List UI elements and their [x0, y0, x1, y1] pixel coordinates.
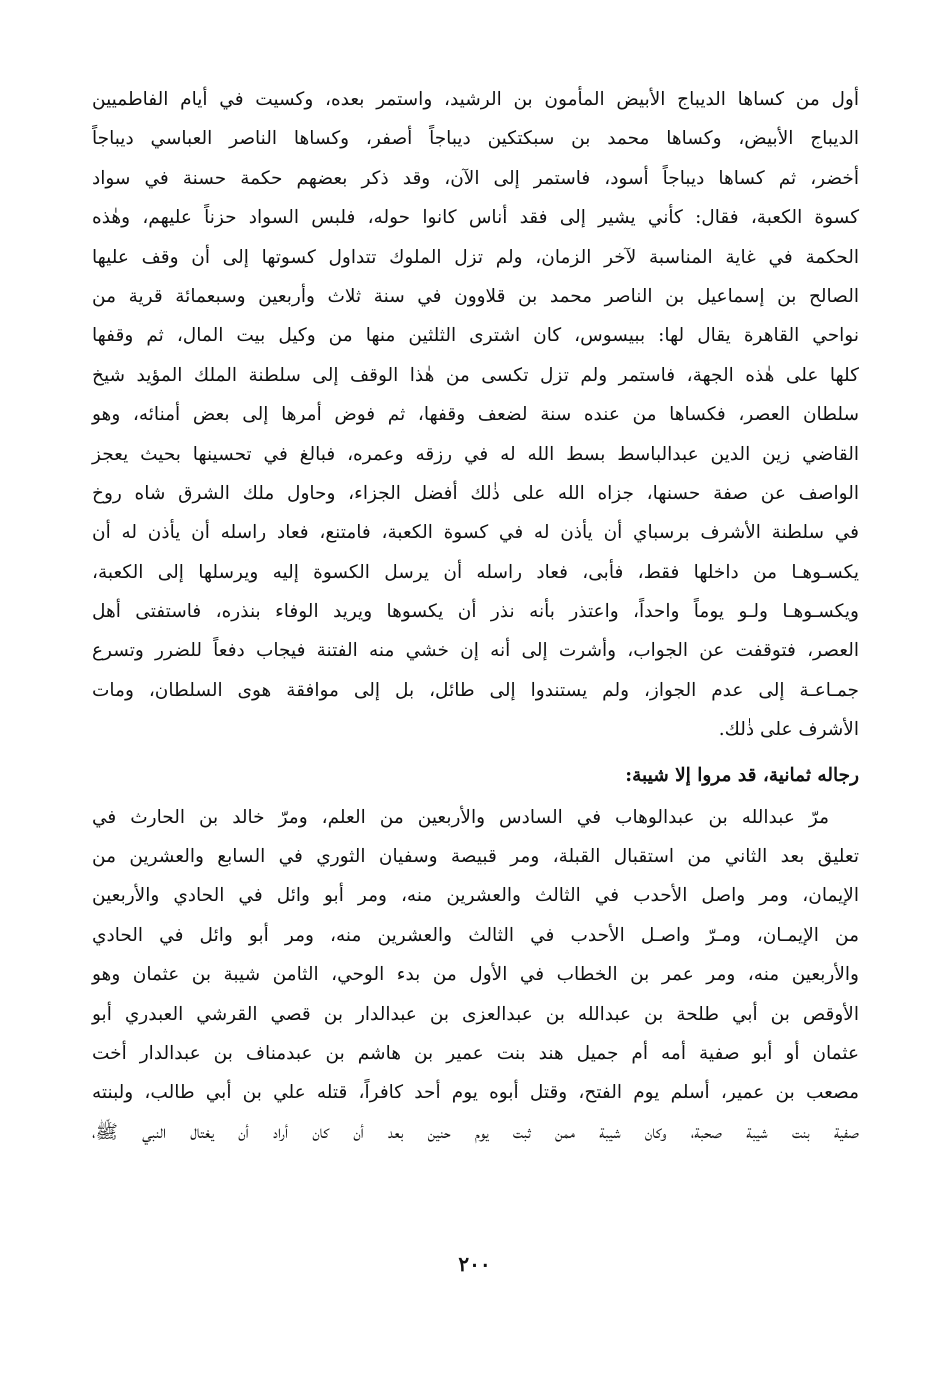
text-line: تعليق بعد الثاني من استقبال القبلة، ومر قبيصة وسفيان الثوري في السابع والعشرين من — [92, 846, 859, 868]
text-line: الحكمة في غاية المناسبة لآخر الزمان، ولم تزل الملوك تتداول كسوتها إلى أن وقف عليها — [92, 246, 859, 268]
text-line: نواحي القاهرة يقال لها: ببيسوس، كان اشترى الثلثين منها من وكيل بيت المال، ثم وقفها — [92, 325, 859, 347]
text-line: الأشرف على ذٰلك. — [718, 719, 859, 741]
text-line: الأوقص بن أبي طلحة بن عبدالله بن عبدالعزى بن عبدالدار بن قصي القرشي العبدري أبو — [92, 1003, 859, 1025]
text-line: سلطان العصر، فكساها من عنده سنة لضعف وقفها، ثم فوض أمرها إلى بعض أمنائه، وهو — [92, 404, 859, 426]
text-line: الديباج الأبيض، وكساها محمد بن سبكتكين ديباجاً أصفر، وكساها الناصر العباسي ديباجاً — [92, 128, 859, 150]
text-line: والأربعين منه، ومر عمر بن الخطاب في الأول من بدء الوحي، الثامن شيبة بن عثمان وهو — [92, 964, 859, 986]
text-line: مصعب بن عمير، أسلم يوم الفتح، وقتل أبوه يوم أحد كافراً، قتله علي بن أبي طالب، ولبنته — [92, 1082, 859, 1104]
text-line: ويكسـوهـا ولـو يوماً واحداً، واعتذر بأنه نذر أن يكسوها ويريد الوفاء بنذره، فاستفتى أهل — [92, 601, 859, 623]
text-line: عثمان أو أبو صفية أمه أم جميل هند بنت عمير بن هاشم بن عبدمناف بن عبدالدار أخت — [92, 1042, 859, 1064]
text-line: جمـاعـة إلى عدم الجواز، ولم يستندوا إلى طائل، بل إلى موافقة هوى السلطان، ومات — [92, 679, 859, 701]
text-line: أخضر، ثم كساها ديباجاً أسود، فاستمر إلى الآن، وقد ذكر بعضهم حكمة حسنة في سواد — [92, 167, 859, 189]
text-line: كسوة الكعبة، فقال: كأني يشير إلى فقد أناس كانوا حوله، فلبس السواد حزناً عليهم، وهٰذه — [92, 207, 859, 229]
page-number: ٢٠٠ — [458, 1252, 491, 1276]
text-line: الواصف عن صفة حسنها، جزاه الله على ذٰلك أفضل الجزاء، وحاول ملك الشرق شاه روخ — [92, 482, 859, 504]
text-line: من الإيمـان، ومـرّ واصـل الأحدب في الثالث والعشرين منه، ومر أبو وائل في الحادي — [92, 924, 859, 946]
paragraph-2 — [92, 798, 859, 1153]
text-line: كلها على هٰذه الجهة، فاستمر ولم تزل تكسى من هٰذا الوقف إلى سلطنة الملك المؤيد شيخ — [92, 364, 859, 386]
text-line: صفية بنت شيبة صحبة، وكان شيبة ممن ثبت يوم حنين بعد أن كان أراد أن يغتال النبي ﷺ، — [92, 1121, 859, 1143]
text-line: مرّ عبدالله بن عبدالوهاب في السادس والأربعين من العلم، ومرّ خالد بن الحارث في — [92, 806, 829, 828]
text-line: الإيمان، ومر واصل الأحدب في الثالث والعشرين منه، ومر أبو وائل في الحادي والأربعين — [92, 885, 859, 907]
paragraph-1 — [92, 80, 859, 750]
section-heading: رجاله ثمانية، قد مروا إلا شيبة: — [625, 764, 859, 786]
text-block — [92, 80, 859, 1152]
text-line: الصالح بن إسماعيل بن الناصر محمد بن قلاوون في سنة ثلاث وأربعين وسبعمائة قرية من — [92, 285, 859, 307]
text-line: القاضي زين الدين عبدالباسط بسط الله له في رزقه وعمره، فبالغ في تحسينها بحيث يعجز — [92, 443, 859, 465]
text-line: في سلطنة الأشرف برسباي أن يأذن له في كسوة الكعبة، فامتنع، فعاد راسله أن يأذن له أن — [92, 522, 859, 544]
text-line: يكسـوهـا من داخلها فقط، فأبى، فعاد راسله أن يرسل الكسوة إليه ويرسلها إلى الكعبة، — [92, 561, 859, 583]
text-line: العصر، فتوقفت عن الجواب، وأشرت إلى أنه إن خشي منه الفتنة فيجاب دفعاً للضرر وتسرع — [92, 640, 859, 662]
text-line: أول من كساها الديباج الأبيض المأمون بن الرشيد، واستمر بعده، وكسيت في أيام الفاطميين — [92, 89, 859, 110]
